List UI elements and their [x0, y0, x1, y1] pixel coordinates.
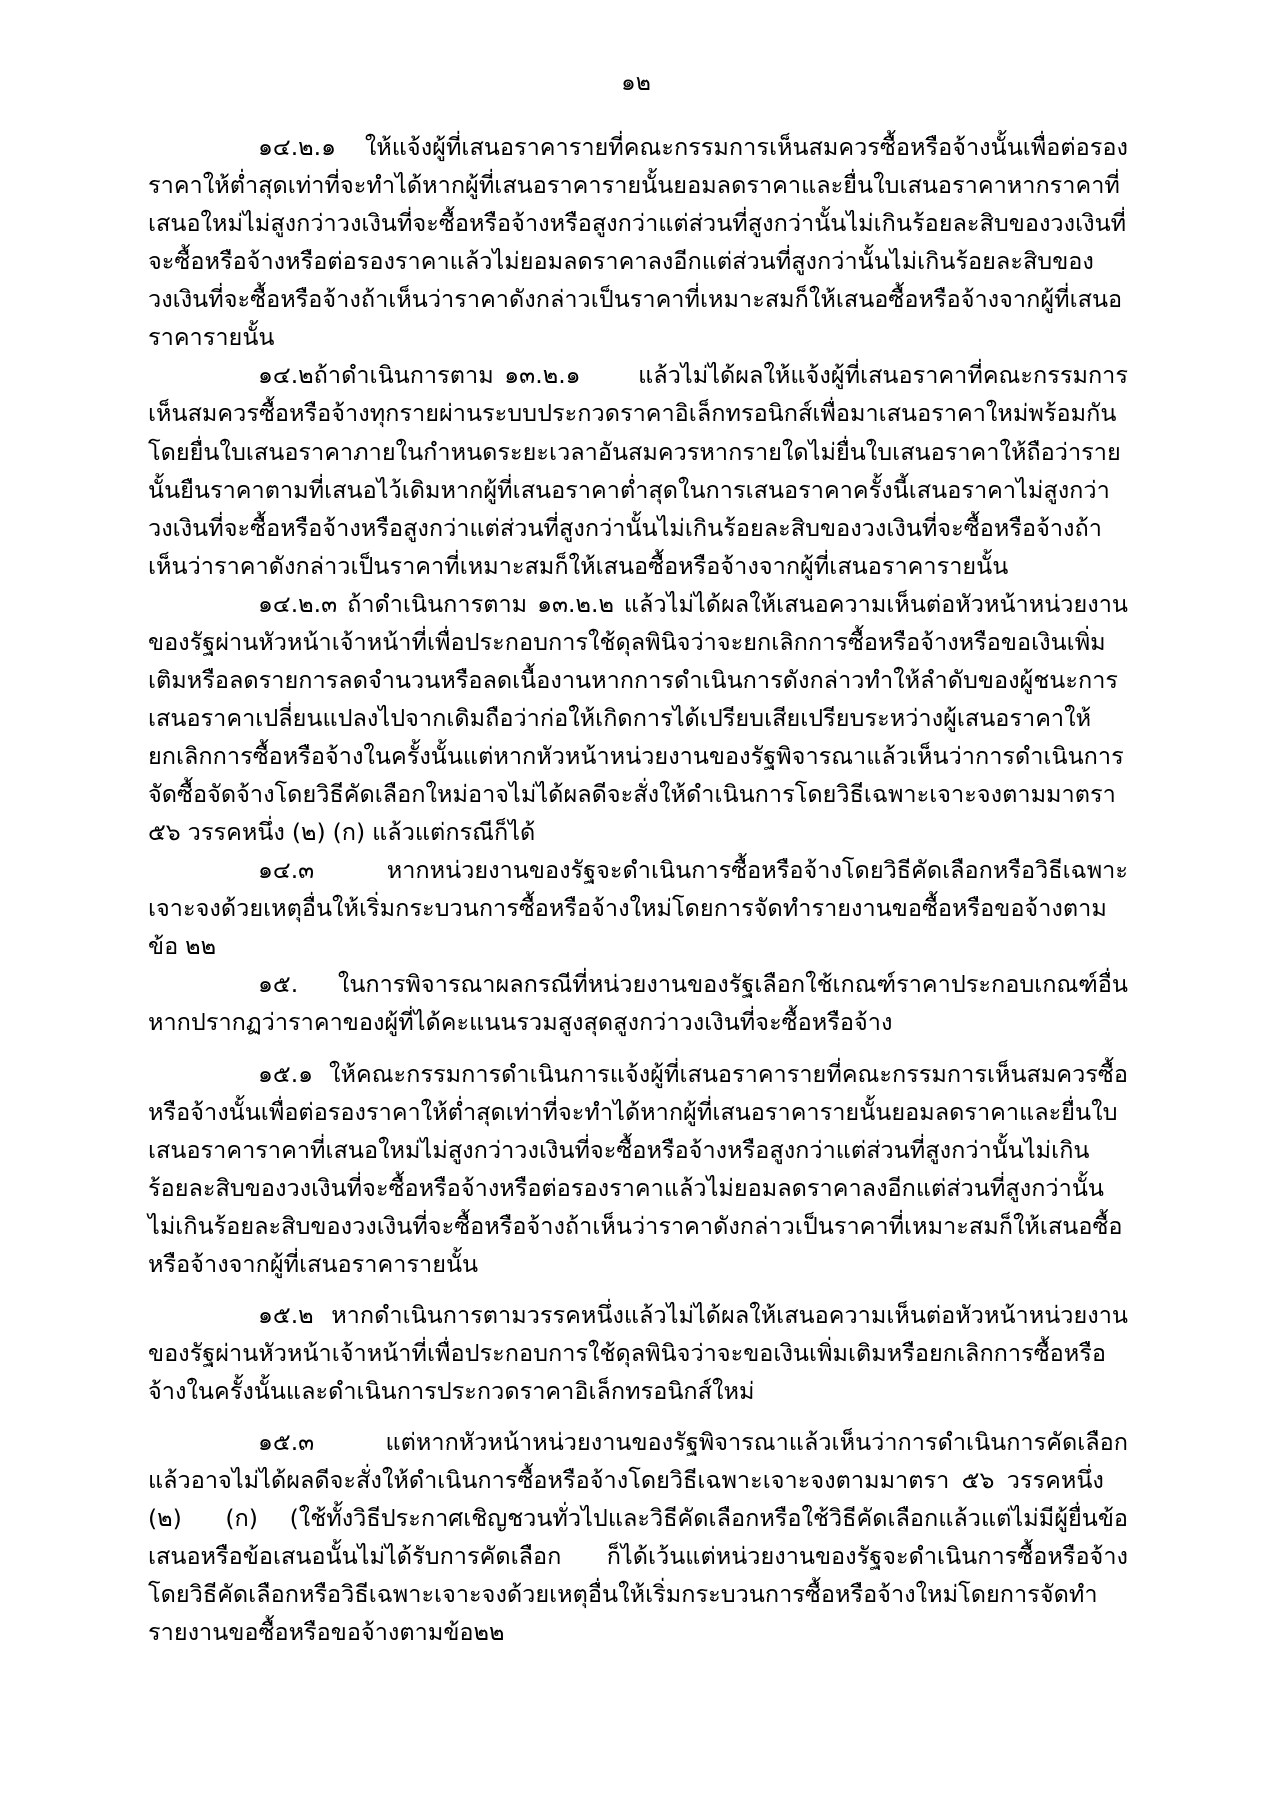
page-number: ๑๒ [621, 70, 651, 96]
paragraph-15: ๑๕. ในการพิจารณาผลกรณีที่หน่วยงานของรัฐเลือกใช้เกณฑ์ราคาประกอบเกณฑ์อื่นหากปรากฏว่าราคาของผู้ที่ได้คะแนนรวมสูงสุดสูงกว่าวงเงินที่จะซื้อหรือจ้าง [148, 970, 1128, 1037]
paragraph-15-2: ๑๕.๒ หากดำเนินการตามวรรคหนึ่งแล้วไม่ได้ผลให้เสนอความเห็นต่อหัวหน้าหน่วยงานของรัฐผ่านหัวหน้าเจ้าหน้าที่เพื่อประกอบการใช้ดุลพินิจว่าจะขอเงินเพิ่มเติมหรือยกเลิกการซื้อหรือจ้างในครั้งนั้นและดำเนินการประกวดราคาอิเล็กทรอนิกส์ใหม่ [148, 1300, 1128, 1405]
paragraph-14-3: ๑๔.๓ หากหน่วยงานของรัฐจะดำเนินการซื้อหรือจ้างโดยวิธีคัดเลือกหรือวิธีเฉพาะเจาะจงด้วยเหตุอื่นให้เริ่มกระบวนการซื้อหรือจ้างใหม่โดยการจัดทำรายงานขอซื้อหรือขอจ้างตามข้อ ๒๒ [148, 856, 1128, 961]
paragraph-14-2-1: ๑๔.๒.๑ ให้แจ้งผู้ที่เสนอราคารายที่คณะกรรมการเห็นสมควรซื้อหรือจ้างนั้นเพื่อต่อรองราคาให้ต่ำสุดเท่าที่จะทำได้หากผู้ที่เสนอราคารายนั้นยอมลดราคาและยื่นใบเสนอราคาหากราคาที่เสนอใหม่ไม่สูงกว่าวงเงินที่จะซื้อหรือจ้างหรือสูงกว่าแต่ส่วนที่สูงกว่านั้นไม่เกินร้อยละสิบของวงเงินที่จะซื้อหรือจ้างหรือต่อรองราคาแล้วไม่ยอมลดราคาลงอีกแต่ส่วนที่สูงกว่านั้นไม่เกินร้อยละสิบของวงเงินที่จะซื้อหรือจ้างถ้าเห็นว่าราคาดังกล่าวเป็นราคาที่เหมาะสมก็ให้เสนอซื้อหรือจ้างจากผู้ที่เสนอราคารายนั้น [148, 133, 1128, 352]
paragraph-15-1: ๑๕.๑ ให้คณะกรรมการดำเนินการแจ้งผู้ที่เสนอราคารายที่คณะกรรมการเห็นสมควรซื้อหรือจ้างนั้นเพื่อต่อรองราคาให้ต่ำสุดเท่าที่จะทำได้หากผู้ที่เสนอราคารายนั้นยอมลดราคาและยื่นใบเสนอราคาราคาที่เสนอใหม่ไม่สูงกว่าวงเงินที่จะซื้อหรือจ้างหรือสูงกว่าแต่ส่วนที่สูงกว่านั้นไม่เกินร้อยละสิบของวงเงินที่จะซื้อหรือจ้างหรือต่อรองราคาแล้วไม่ยอมลดราคาลงอีกแต่ส่วนที่สูงกว่านั้นไม่เกินร้อยละสิบของวงเงินที่จะซื้อหรือจ้างถ้าเห็นว่าราคาดังกล่าวเป็นราคาที่เหมาะสมก็ให้เสนอซื้อหรือจ้างจากผู้ที่เสนอราคารายนั้น [148, 1059, 1128, 1278]
paragraph-14-2-3: ๑๔.๒.๓ ถ้าดำเนินการตาม ๑๓.๒.๒ แล้วไม่ได้ผลให้เสนอความเห็นต่อหัวหน้าหน่วยงานของรัฐผ่านหัวหน้าเจ้าหน้าที่เพื่อประกอบการใช้ดุลพินิจว่าจะยกเลิกการซื้อหรือจ้างหรือขอเงินเพิ่มเติมหรือลดรายการลดจำนวนหรือลดเนื้องานหากการดำเนินการดังกล่าวทำให้ลำดับของผู้ชนะการเสนอราคาเปลี่ยนแปลงไปจากเดิมถือว่าก่อให้เกิดการได้เปรียบเสียเปรียบระหว่างผู้เสนอราคาให้ยกเลิกการซื้อหรือจ้างในครั้งนั้นแต่หากหัวหน้าหน่วยงานของรัฐพิจารณาแล้วเห็นว่าการดำเนินการจัดซื้อจัดจ้างโดยวิธีคัดเลือกใหม่อาจไม่ได้ผลดีจะสั่งให้ดำเนินการโดยวิธีเฉพาะเจาะจงตามมาตรา ๕๖ วรรคหนึ่ง (๒) (ก) แล้วแต่กรณีก็ได้ [148, 589, 1128, 847]
document-body [148, 128, 1128, 1651]
paragraph-15-3: ๑๕.๓ แต่หากหัวหน้าหน่วยงานของรัฐพิจารณาแล้วเห็นว่าการดำเนินการคัดเลือกแล้วอาจไม่ได้ผลดีจะสั่งให้ดำเนินการซื้อหรือจ้างโดยวิธีเฉพาะเจาะจงตามมาตรา ๕๖ วรรคหนึ่ง (๒) (ก) (ใช้ทั้งวิธีประกาศเชิญชวนทั่วไปและวิธีคัดเลือกหรือใช้วิธีคัดเลือกแล้วแต่ไม่มีผู้ยื่นข้อเสนอหรือข้อเสนอนั้นไม่ได้รับการคัดเลือก ก็ได้เว้นแต่หน่วยงานของรัฐจะดำเนินการซื้อหรือจ้างโดยวิธีคัดเลือกหรือวิธีเฉพาะเจาะจงด้วยเหตุอื่นให้เริ่มกระบวนการซื้อหรือจ้างใหม่โดยการจัดทำรายงานขอซื้อหรือขอจ้างตามข้อ๒๒ [148, 1428, 1128, 1647]
paragraph-14-2-2: ๑๔.๒ถ้าดำเนินการตาม ๑๓.๒.๑ แล้วไม่ได้ผลให้แจ้งผู้ที่เสนอราคาที่คณะกรรมการเห็นสมควรซื้อหรือจ้างทุกรายผ่านระบบประกวดราคาอิเล็กทรอนิกส์เพื่อมาเสนอราคาใหม่พร้อมกันโดยยื่นใบเสนอราคาภายในกำหนดระยะเวลาอันสมควรหากรายใดไม่ยื่นใบเสนอราคาให้ถือว่ารายนั้นยืนราคาตามที่เสนอไว้เดิมหากผู้ที่เสนอราคาต่ำสุดในการเสนอราคาครั้งนี้เสนอราคาไม่สูงกว่าวงเงินที่จะซื้อหรือจ้างหรือสูงกว่าแต่ส่วนที่สูงกว่านั้นไม่เกินร้อยละสิบของวงเงินที่จะซื้อหรือจ้างถ้าเห็นว่าราคาดังกล่าวเป็นราคาที่เหมาะสมก็ให้เสนอซื้อหรือจ้างจากผู้ที่เสนอราคารายนั้น [148, 361, 1128, 580]
